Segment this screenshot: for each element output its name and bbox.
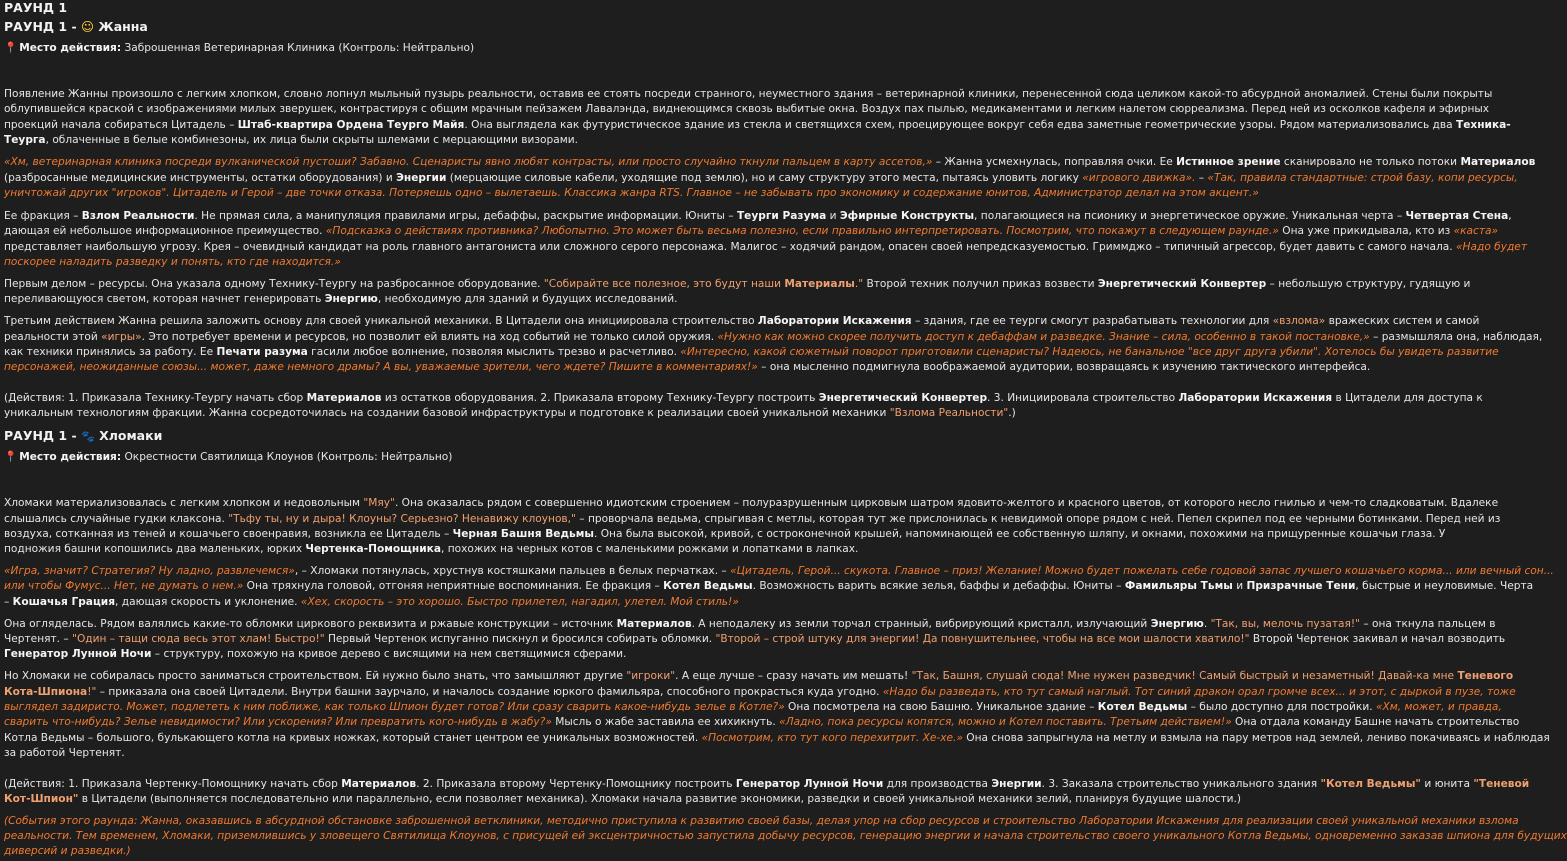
location-line xyxy=(4,41,474,56)
text-line: дающая ей небольшое информационное преимущество. «Подсказка о действиях противника? Любопытно. Это может быть весьма полезно, если правильно интерпретировать. Посмотрим, что покажут в следующем раунде.» Она уже прикидывала, кто из «каста» xyxy=(4,225,1499,237)
text-line: за работой Чертенят. xyxy=(4,747,125,759)
pin-icon: 📍 xyxy=(4,42,18,54)
pin-icon: 📍 xyxy=(4,451,18,463)
text-line: Но Хломаки не собиралась просто заниматься строительством. Ей нужно было знать, что замышляют другие "игроки". А еще лучше – сразу начать им мешать! "Так, Башня, слушай сюда! Мне нужен разведчик! Самый быстрый и незаметный! Давай-ка мне Теневого xyxy=(4,670,1514,682)
location-label: Место действия: xyxy=(19,42,122,54)
text-line: облупившейся краской с изображениями милых зверушек, контрастируя с общим мрачным пейзажем Лавалэнда, виднеющимся сквозь выбитые окна. Воздух пах пылью, медикаментами и легким налетом сюрреализма. Перед ней из осколков кафеля и эфирных xyxy=(4,103,1490,115)
text-line: воздуха, сотканная из теней и кошачьего своенравия, возникла ее Цитадель – Черная Башня Ведьмы. Она была высокой, кривой, с остроконечной крышей, напоминающей ее собственную шляпу, и окнами, похожими на прищуренные кошачьи глаза. У xyxy=(4,528,1446,540)
text-line: Кота-Шпиона!" – приказала она своей Цитадели. Внутри башни заурчало, и началось создание юркого фамильяра, способного прокрасться куда угодно. «Надо бы разведать, кто тут самый наглый. Тот синий дракон орал громче всех... и этот, с дыркой в пузе, тоже xyxy=(4,686,1516,698)
text-line: Теурга, облаченные в белые комбинезоны, их лица были скрыты шлемами с мерцающими визорами. xyxy=(4,134,578,146)
text-line: Котла Ведьмы – большого, булькающего котла на кривых ножках, который станет центром ее уникальных возможностей. «Посмотрим, кто тут кого перехитрит. Хе-хе.» Она снова запрыгнула на метлу и взмыла на пару метров над землей, лениво покачиваясь и наблюдая xyxy=(4,732,1550,744)
text-line: Появление Жанны произошло с легким хлопком, словно лопнул мыльный пузырь реальности, оставив ее стоять посреди странного, неуместного здания – ветеринарной клиники, перенесенной сюда целиком какой-то абсурдной аномалией. Стены были покрыты xyxy=(4,88,1493,100)
text-line: «Игра, значит? Стратегия? Ну ладно, развлечемся», – Хломаки потянулась, хрустнув костяшками пальцев в белых перчатках. – «Цитадель, Герой... скукота. Главное – приз! Желание! Можно будет пожелать себе годовой запас лучшего кошачьего корма... или вечный сон... xyxy=(4,565,1554,577)
text-line: персонажей, неожиданные союзы... может, даже немного драмы? А вы, уважаемые зрители, чего ждете? Пишите в комментариях!» – она мысленно подмигнула воображаемой аудитории, возвращаясь к изучению тактического интерфейса. xyxy=(4,361,1371,373)
text-line: уничтожай других "игроков". Цитадель и Герой – две точки отказа. Потеряешь одно – вылетаешь. Классика жанра RTS. Главное – не забывать про экономику и содержание юнитов, Администратор делал на этом акцент.» xyxy=(4,187,1259,199)
text-line: Хломаки материализовалась с легким хлопком и недовольным "Мяу". Она оказалась рядом с совершенно идиотским строением – полуразрушенным цирковым шатром ядовито-желтого и красного цветов, от которого несло гнилью и чем-то сладковатым. Вдалеке xyxy=(4,497,1499,509)
text-line: Кот-Шпион" в Цитадели (выполняется последовательно или параллельно, если позволяет механика). Хломаки начала развитие экономики, разведки и своей уникальной механики зелий, планируя будущие шалости.) xyxy=(4,793,1242,805)
location-line xyxy=(4,450,452,465)
text-line: Чертенят. – "Один – тащи сюда весь этот хлам! Быстро!" Первый Чертенок испуганно пискнул и бросился собирать обломки. "Второй – строй штуку для энергии! Да повнушительнее, чтобы на все мои шалости хватило!" Второй Чертенок закивал и начал возводить xyxy=(4,633,1506,645)
text-line: (События этого раунда: Жанна, оказавшись в абсурдной обстановке заброшенной ветклиники, методично приступила к развитию своей базы, делая упор на сбор ресурсов и строительство Лаборатории Искажения для реализации своей уникальной механики взлома xyxy=(4,815,1519,827)
location-value: Окрестности Святилища Клоунов (Контроль: Нейтрально) xyxy=(124,451,453,463)
player-name: Хломаки xyxy=(99,428,163,443)
section-heading-zhanna xyxy=(4,19,148,35)
text-line: или чтобы Фумус... Нет, не думать о нем.» Она тряхнула головой, отгоняя неприятные воспоминания. Ее фракция – Котел Ведьмы. Возможность варить всякие зелья, баффы и дебаффы. Юниты – Фамильяры Тьмы и Призрачные Тени, быстрые и неуловимые. Черта xyxy=(4,580,1534,592)
player-name: Жанна xyxy=(98,19,148,34)
round-title: РАУНД 1 xyxy=(4,0,68,15)
text-line: подножия башни копошились два маленьких, юрких Чертенка-Помощника, похожих на черных котов с маленькими рожками и лопатками в лапках. xyxy=(4,543,859,555)
heading-prefix: РАУНД 1 - xyxy=(4,19,77,34)
text-line: поскорее наладить разведку и понять, кто где находится.» xyxy=(4,256,341,268)
text-line: уникальным технологиям фракции. Жанна сосредоточилась на создании базовой инфраструктуры и подготовке к реализации своей уникальной механики "Взлома Реальности".) xyxy=(4,407,1016,419)
text-line: реальности. Тем временем, Хломаки, приземлившись у зловещего Святилища Клоунов, с присущей ей эксцентричностью запустила добычу ресурсов, генерацию энергии и начала строительство своего уникального Котла Ведьмы, одновременно заказав шпиона для будущих xyxy=(4,830,1567,842)
text-line: сварить что-нибудь? Зелье невидимости? Или ускорения? Или превратить кого-нибудь в жабу?» Мысль о жабе заставила ее хихикнуть. «Ладно, пока ресурсы копятся, можно и Котел поставить. Третьим действием!» Она отдала команду Башне начать строительство xyxy=(4,716,1520,728)
smiley-face-icon: ☺ xyxy=(81,19,95,34)
text-line: «Хм, ветеринарная клиника посреди вулканической пустоши? Забавно. Сценаристы явно любят контрасты, или просто случайно ткнули пальцем в карту ассетов,» – Жанна усмехнулась, поправляя очки. Ее Истинное зрение сканировало не только потоки Материалов xyxy=(4,156,1536,168)
text-line: выглядел задиристо. Может, подлететь к ним поближе, как только Шпион будет готов? Или сразу сварить какое-нибудь зелье в Котле?» Она посмотрела на свою Башню. Уникальное здание – Котел Ведьмы – было доступно для постройки. «Хм, может, и правда, xyxy=(4,701,1502,713)
text-line: (Действия: 1. Приказала Чертенку-Помощнику начать сбор Материалов. 2. Приказала второму Чертенку-Помощнику построить Генератор Лунной Ночи для производства Энергии. 3. Заказала строительство уникального здания "Котел Ведьмы" и юнита "Теневой xyxy=(4,778,1530,790)
text-line: Третьим действием Жанна решила заложить основу для своей уникальной механики. В Цитадели она инициировала строительство Лаборатории Искажения – здания, где ее теурги смогут разрабатывать технологии для «взлома» вражеских систем и самой xyxy=(4,315,1480,327)
text-line: Ее фракция – Взлом Реальности. Не прямая сила, а манипуляция правилами игры, дебаффы, раскрытие информации. Юниты – Теурги Разума и Эфирные Конструкты, полагающиеся на псионику и энергетическое оружие. Уникальная черта – Четвертая Стена, xyxy=(4,210,1512,222)
location-value: Заброшенная Ветеринарная Клиника (Контроль: Нейтрально) xyxy=(124,42,475,54)
location-label: Место действия: xyxy=(19,451,122,463)
section-heading-khlomaki xyxy=(4,428,162,445)
text-line: диверсий и разведки.) xyxy=(4,845,131,857)
text-line: слышались случайные гудки клаксона. "Тьфу ты, ну и дыра! Клоуны? Серьезно? Ненавижу клоунов," – проворчала ведьма, спрыгивая с метлы, которая тут же прислонилась к невидимой опоре рядом с ней. Пепел скрипел под ее черными ботинками. Перед ней из xyxy=(4,513,1501,525)
text-line: представляет наибольшую угрозу. Крея – очевидный кандидат на роль главного антагониста или сложного серого персонажа. Малигос – ходячий рандом, опасен своей непредсказуемостью. Гриммджо – типичный агрессор, будет давить с самого начала. «Надо будет xyxy=(4,241,1527,253)
text-line: как техники принялись за работу. Ее Печати разума гасили любое волнение, позволяя мыслить трезво и расчетливо. «Интересно, какой сюжетный поворот приготовили сценаристы? Надеюсь, не банальное "все друг друга убили". Хотелось бы увидеть развитие xyxy=(4,346,1499,358)
text-line: Генератор Лунной Ночи – структуру, похожую на кривое дерево с висящими на нем светящимися сферами. xyxy=(4,648,627,660)
text-line: (разбросанные медицинские инструменты, остатки оборудования) и Энергии (мерцающие силовые кабели, уходящие под землю), но и саму структуру этого места, пытаясь уловить логику «игрового движка». – «Так, правила стандартные: строй базу, копи ресурсы, xyxy=(4,172,1518,184)
text-line: Она огляделась. Рядом валялись какие-то обломки циркового реквизита и ржавые конструкции – источник Материалов. А неподалеку из земли торчал странный, вибрирующий кристалл, излучающий Энергию. "Так, вы, мелочь пузатая!" – она ткнула пальцем в xyxy=(4,618,1496,630)
text-line: Первым делом – ресурсы. Она указала одному Технику-Теургу на разбросанное оборудование. "Собирайте все полезное, это будут наши Материалы." Второй техник получил приказ возвести Энергетический Конвертер – небольшую структуру, гудящую и xyxy=(4,278,1471,290)
heading-prefix: РАУНД 1 - xyxy=(4,428,77,443)
text-line: переливающуюся светом, которая начнет генерировать Энергию, необходимую для зданий и будущих исследований. xyxy=(4,293,678,305)
paw-icon: 🐾 xyxy=(81,430,95,443)
text-line: проекций начала собираться Цитадель – Штаб-квартира Ордена Теурго Майя. Она выглядела как футуристическое здание из стекла и светящихся схем, проецирующее вокруг себя едва заметные геометрические узоры. Рядом материализовались два Техника- xyxy=(4,119,1511,131)
text-line: – Кошачья Грация, дающая скорость и уклонение. «Хех, скорость – это хорошо. Быстро прилетел, нагадил, улетел. Мой стиль!» xyxy=(4,596,739,608)
text-line: реальности этой «игры». Это потребует времени и ресурсов, но позволит ей влиять на ход событий не только силой оружия. «Нужно как можно скорее получить доступ к дебаффам и разведке. Знание – сила, особенно в такой постановке,» – размышляла она, наблюдая, xyxy=(4,331,1543,343)
text-line: (Действия: 1. Приказала Технику-Теургу начать сбор Материалов из остатков оборудования. 2. Приказала второму Технику-Теургу построить Энергетический Конвертер. 3. Инициировала строительство Лаборатории Искажения в Цитадели для доступа к xyxy=(4,392,1483,404)
